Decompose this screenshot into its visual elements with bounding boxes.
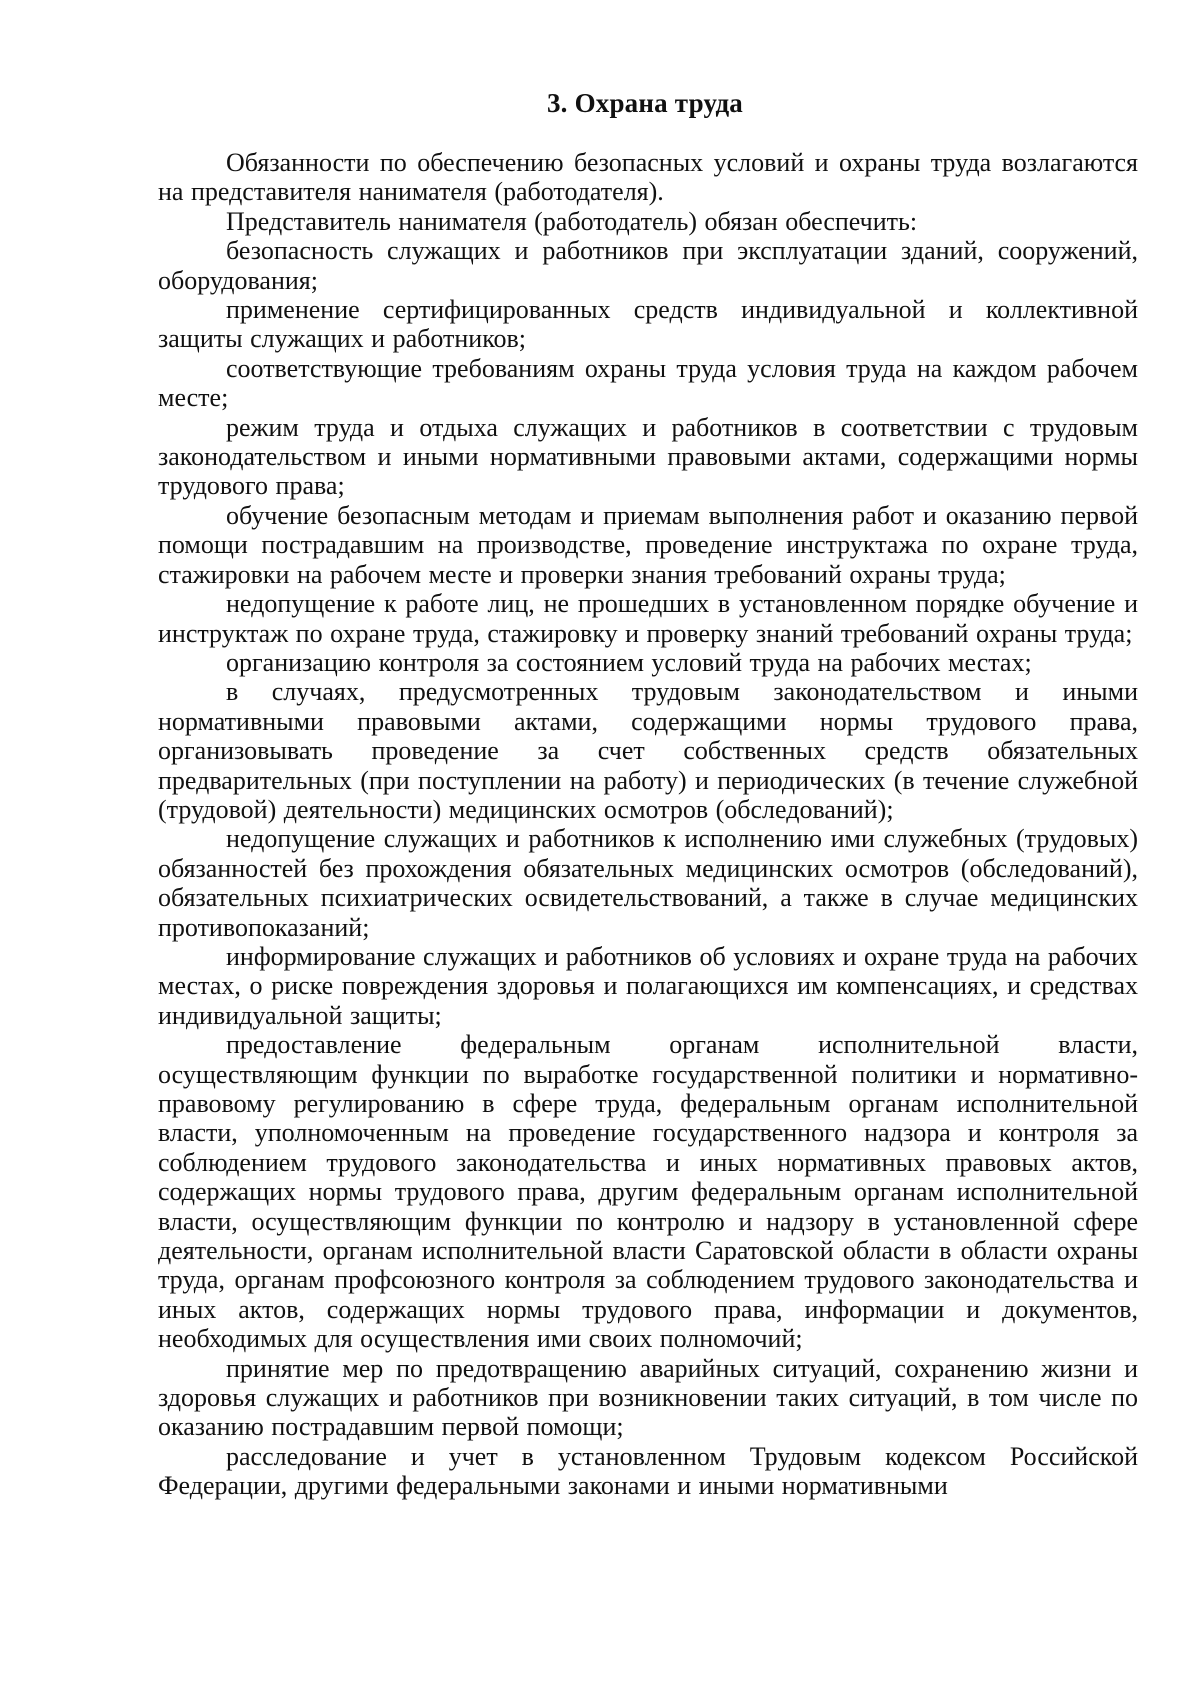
paragraph-workplace-conditions: соответствующие требованиям охраны труда условия труда на каждом рабочем месте; [158,353,1138,413]
paragraph-reporting: предоставление федеральным органам исполнительной власти, осуществляющим функции по выработке государственной политики и нормативно-правовому регулированию в сфере труда, федеральным органам исполнительной власти, уполномоченным на проведение государственного надзора и контроля за соблюдением трудового законодательства и иных нормативных правовых актов, содержащих нормы трудового права, другим федеральным органам исполнительной власти, осуществляющим функции по контролю и надзору в установленной сфере деятельности, органам исполнительной власти Саратовской области в области охраны труда, органам профсоюзного контроля за соблюдением трудового законодательства и иных актов, содержащих нормы трудового права, информации и документов, необходимых для осуществления ими своих полномочий; [158,1030,1138,1354]
section-body [158,148,1138,1501]
paragraph-safety: безопасность служащих и работников при эксплуатации зданий, сооружений, оборудования; [158,236,1138,295]
paragraph-non-admission: недопущение служащих и работников к исполнению ими служебных (трудовых) обязанностей без прохождения обязательных медицинских осмотров (обследований), обязательных психиатрических освидетельствований, а также в случае медицинских противопоказаний; [158,824,1138,942]
paragraph-obligations-lead: Представитель нанимателя (работодатель) обязан обеспечить: [226,206,918,236]
paragraph-work-rest-regime: режим труда и отдыха служащих и работников в соответствии с трудовым законодательством и иными нормативными правовыми актами, содержащими нормы трудового права; [158,412,1138,501]
section-heading: 3. Охрана труда [546,88,744,118]
paragraph-investigation: расследование и учет в установленном Трудовым кодексом Российской Федерации, другими федеральными законами и иными нормативными [158,1441,1138,1501]
paragraph-intro: Обязанности по обеспечению безопасных условий и охраны труда возлагаются на представителя нанимателя (работодателя). [158,148,1138,207]
paragraph-training: обучение безопасным методам и приемам выполнения работ и оказанию первой помощи пострадавшим на производстве, проведение инструктажа по охране труда, стажировки на рабочем месте и проверки знания требований охраны труда; [158,500,1138,589]
paragraph-protective-equipment: применение сертифицированных средств индивидуальной и коллективной защиты служащих и работников; [158,295,1138,354]
paragraph-emergency: принятие мер по предотвращению аварийных ситуаций, сохранению жизни и здоровья служащих и работников при возникновении таких ситуаций, в том числе по оказанию пострадавшим первой помощи; [158,1353,1138,1442]
paragraph-admission: недопущение к работе лиц, не прошедших в установленном порядке обучение и инструктаж по охране труда, стажировку и проверку знаний требований охраны труда; [158,589,1138,648]
paragraph-medical-exams: в случаях, предусмотренных трудовым законодательством и иными нормативными правовыми актами, содержащими нормы трудового права, организовывать проведение за счет собственных средств обязательных предварительных (при поступлении на работу) и периодических (в течение служебной (трудовой) деятельности) медицинских осмотров (обследований); [158,677,1138,824]
paragraph-informing: информирование служащих и работников об условиях и охране труда на рабочих местах, о риске повреждения здоровья и полагающихся им компенсациях, и средствах индивидуальной защиты; [158,941,1138,1030]
paragraph-control: организацию контроля за состоянием условий труда на рабочих местах; [226,647,1032,677]
